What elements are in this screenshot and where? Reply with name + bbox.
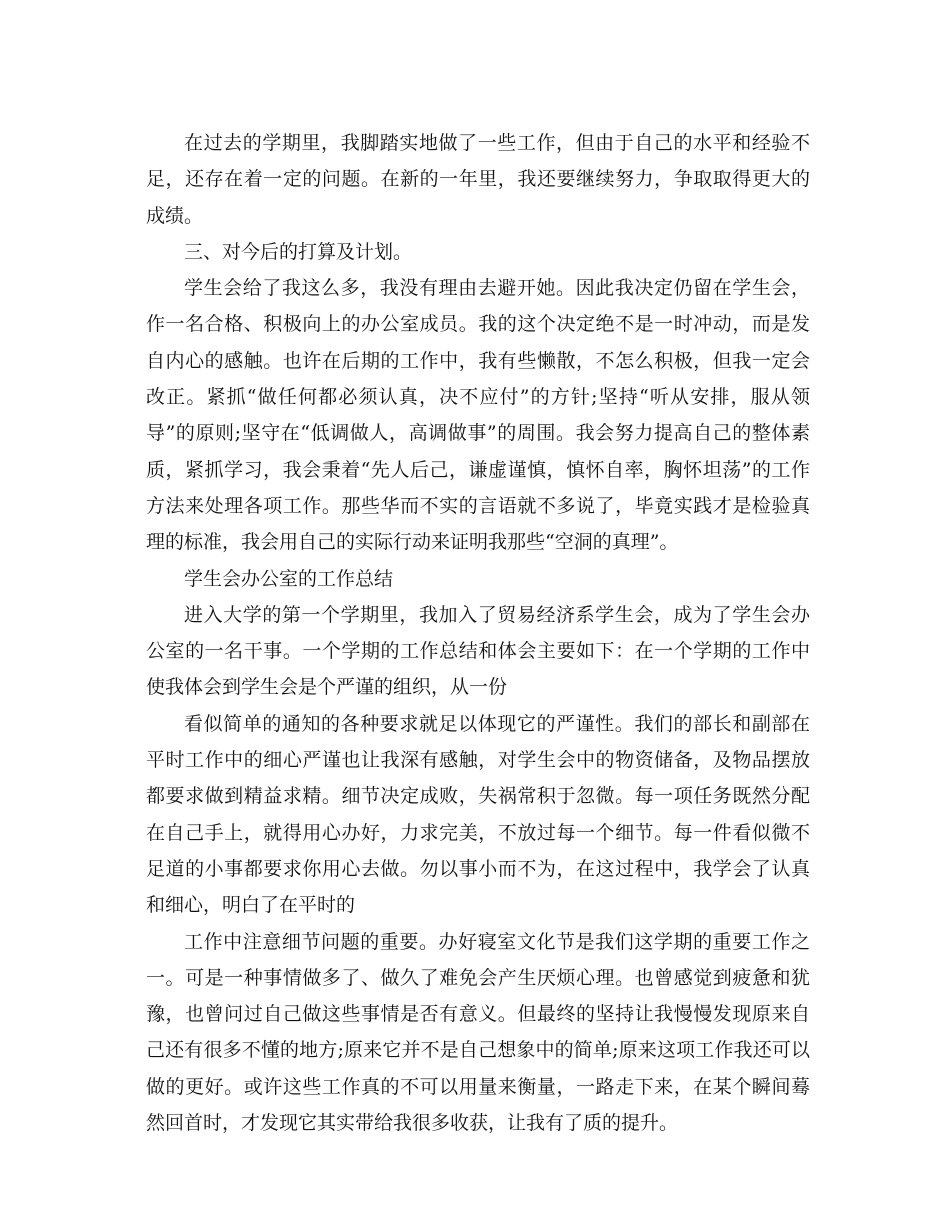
section-heading-plans: 三、对今后的打算及计划。	[184, 240, 413, 263]
section-heading-office-summary: 学生会办公室的工作总结	[184, 567, 394, 590]
paragraph-1: 在过去的学期里，我脚踏实地做了一些工作，但由于自己的水平和经验不足，还存在着一定的问题。在新的一年里，我还要继续努力，争取取得更大的成绩。	[146, 132, 810, 227]
paragraph-4: 看似简单的通知的各种要求就足以体现它的严谨性。我们的部长和副部在平时工作中的细心严谨也让我深有感触，对学生会中的物资储备，及物品摆放都要求做到精益求精。细节决定成败，失祸常积于忽微。每一项任务既然分配在自己手上，就得用心办好，力求完美，不放过每一个细节。每一件看似微不足道的小事都要求你用心去做。勿以事小而不为，在这过程中，我学会了认真和细心，明白了在平时的	[146, 712, 810, 917]
document-body	[146, 125, 810, 1141]
paragraph-5: 工作中注意细节问题的重要。办好寝室文化节是我们这学期的重要工作之一。可是一种事情做多了、做久了难免会产生厌烦心理。也曾感觉到疲惫和犹豫，也曾问过自己做这些事情是否有意义。但最终的坚持让我慢慢发现原来自己还有很多不懂的地方;原来它并不是自己想象中的简单;原来这项工作我还可以做的更好。或许这些工作真的不可以用量来衡量，一路走下来，在某个瞬间蓦然回首时，才发现它其实带给我很多收获，让我有了质的提升。	[146, 930, 810, 1135]
paragraph-2: 学生会给了我这么多，我没有理由去避开她。因此我决定仍留在学生会，作一名合格、积极向上的办公室成员。我的这个决定绝不是一时冲动，而是发自内心的感触。也许在后期的工作中，我有些懒散，不怎么积极，但我一定会改正。紧抓“做任何都必须认真，决不应付”的方针;坚持“听从安排，服从领导”的原则;坚守在“低调做人，高调做事”的周围。我会努力提高自己的整体素质，紧抓学习，我会秉着“先人后己，谦虚谨慎，慎怀自率，胸怀坦荡”的工作方法来处理各项工作。那些华而不实的言语就不多说了，毕竟实践才是检验真理的标准，我会用自己的实际行动来证明我那些“空洞的真理”。	[146, 277, 810, 554]
paragraph-3: 进入大学的第一个学期里，我加入了贸易经济系学生会，成为了学生会办公室的一名干事。一个学期的工作总结和体会主要如下：在一个学期的工作中使我体会到学生会是个严谨的组织，从一份	[146, 603, 810, 699]
